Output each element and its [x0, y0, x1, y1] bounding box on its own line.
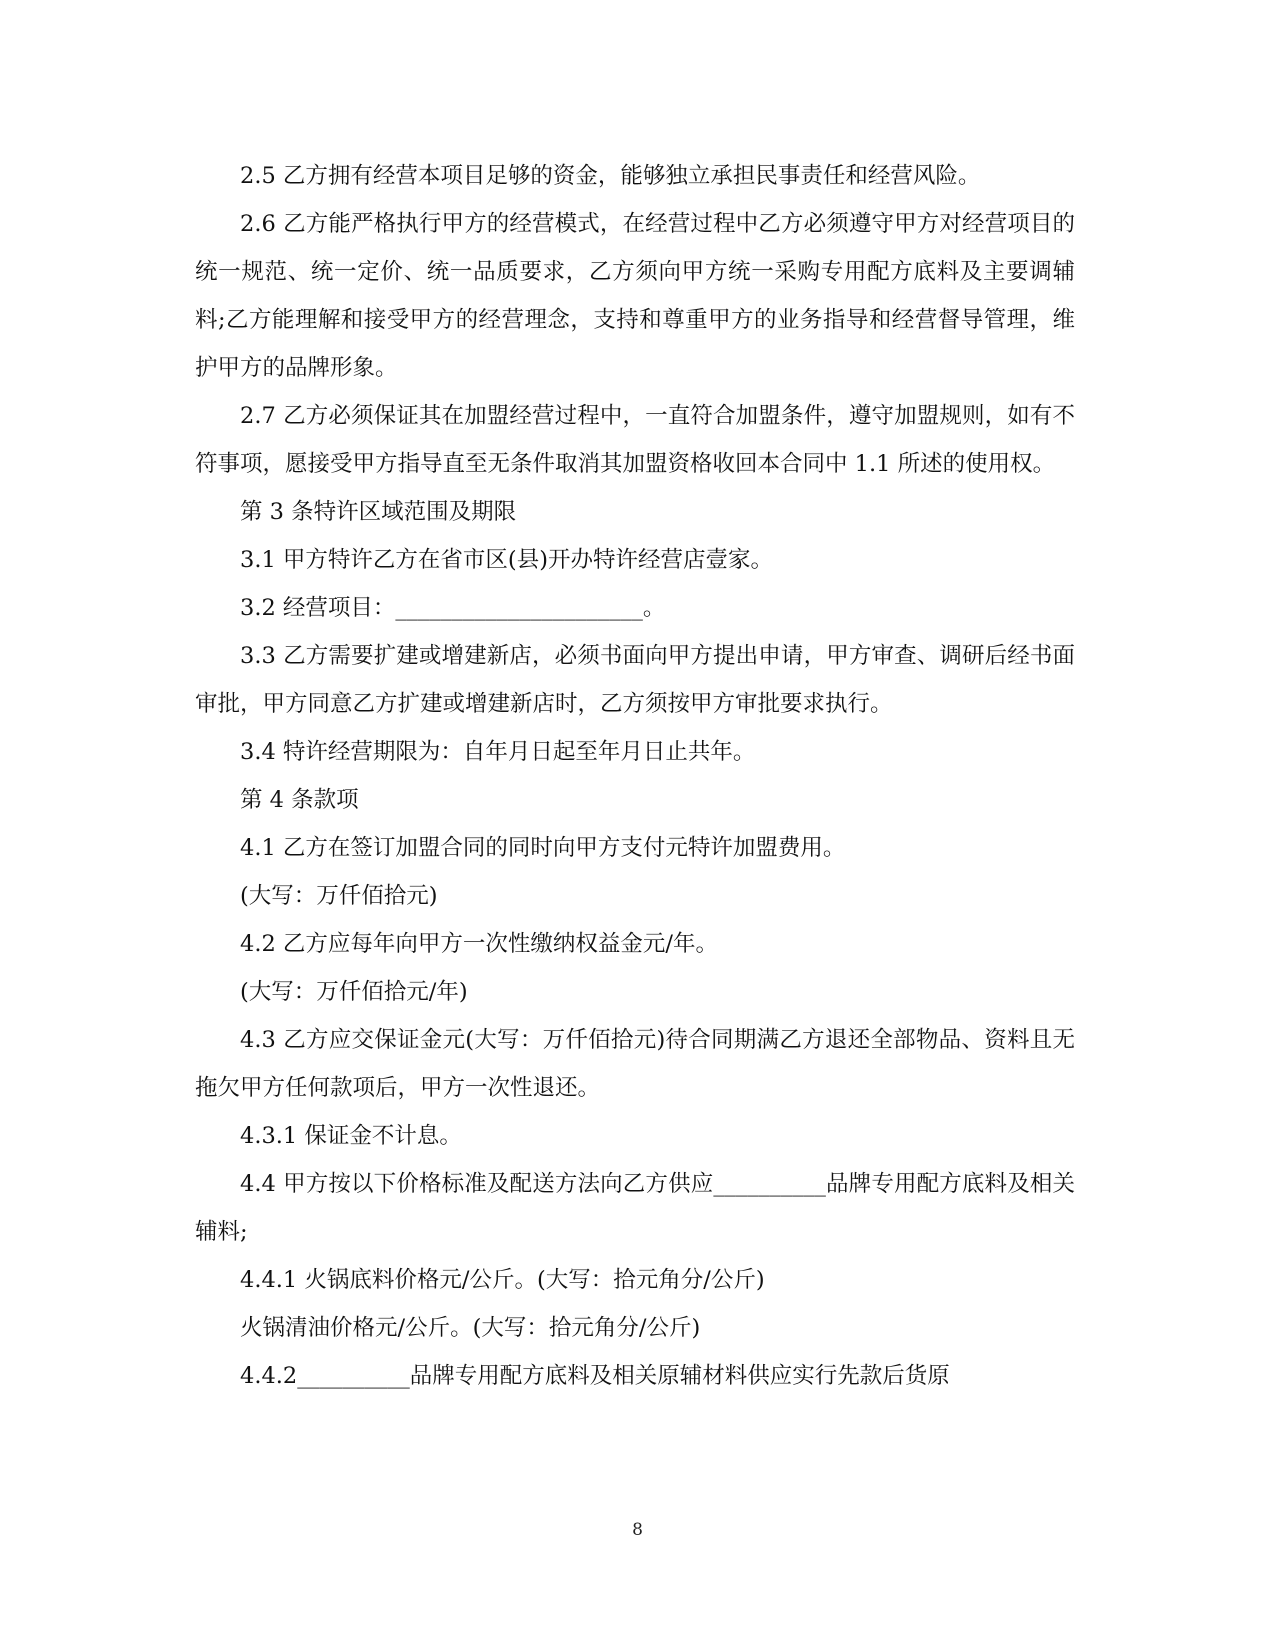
article-3-heading: 第 3 条特许区域范围及期限	[240, 499, 517, 525]
article-4-heading: 第 4 条款项	[240, 787, 359, 813]
page-number: 8	[632, 1520, 643, 1540]
clause-2-7: 2.7 乙方必须保证其在加盟经营过程中，一直符合加盟条件，遵守加盟规则，如有不符事项，愿接受甲方指导直至无条件取消其加盟资格收回本合同中 1.1 所述的使用权。	[195, 403, 1075, 477]
clause-3-3: 3.3 乙方需要扩建或增建新店，必须书面向甲方提出申请，甲方审查、调研后经书面审批，甲方同意乙方扩建或增建新店时，乙方须按甲方审批要求执行。	[195, 643, 1075, 717]
clause-4-4-1: 4.4.1 火锅底料价格元/公斤。(大写：拾元角分/公斤)	[240, 1267, 765, 1293]
clause-4-4: 4.4 甲方按以下价格标准及配送方法向乙方供应__________品牌专用配方底料及相关辅料;	[195, 1171, 1075, 1245]
clause-4-1: 4.1 乙方在签订加盟合同的同时向甲方支付元特许加盟费用。	[240, 835, 846, 861]
clause-4-3: 4.3 乙方应交保证金元(大写：万仟佰拾元)待合同期满乙方退还全部物品、资料且无拖欠甲方任何款项后，甲方一次性退还。	[195, 1027, 1075, 1101]
clause-3-1: 3.1 甲方特许乙方在省市区(县)开办特许经营店壹家。	[240, 547, 773, 573]
clause-4-1-amount-words: (大写：万仟佰拾元)	[240, 883, 438, 909]
clause-4-2-amount-words: (大写：万仟佰拾元/年)	[240, 979, 468, 1005]
clause-2-6: 2.6 乙方能严格执行甲方的经营模式，在经营过程中乙方必须遵守甲方对经营项目的统一规范、统一定价、统一品质要求，乙方须向甲方统一采购专用配方底料及主要调辅料;乙方能理解和接受甲方的经营理念，支持和尊重甲方的业务指导和经营督导管理，维护甲方的品牌形象。	[195, 211, 1075, 381]
clause-2-5: 2.5 乙方拥有经营本项目足够的资金，能够独立承担民事责任和经营风险。	[240, 163, 981, 189]
document-body	[195, 152, 1075, 1400]
clause-4-4-2: 4.4.2__________品牌专用配方底料及相关原辅材料供应实行先款后货原	[240, 1363, 950, 1389]
clause-3-4: 3.4 特许经营期限为：自年月日起至年月日止共年。	[240, 739, 756, 765]
clause-3-2: 3.2 经营项目：______________________。	[240, 595, 666, 621]
clause-4-2: 4.2 乙方应每年向甲方一次性缴纳权益金元/年。	[240, 931, 719, 957]
clause-4-3-1: 4.3.1 保证金不计息。	[240, 1123, 462, 1149]
clause-4-4-1-oil: 火锅清油价格元/公斤。(大写：拾元角分/公斤)	[240, 1315, 701, 1341]
